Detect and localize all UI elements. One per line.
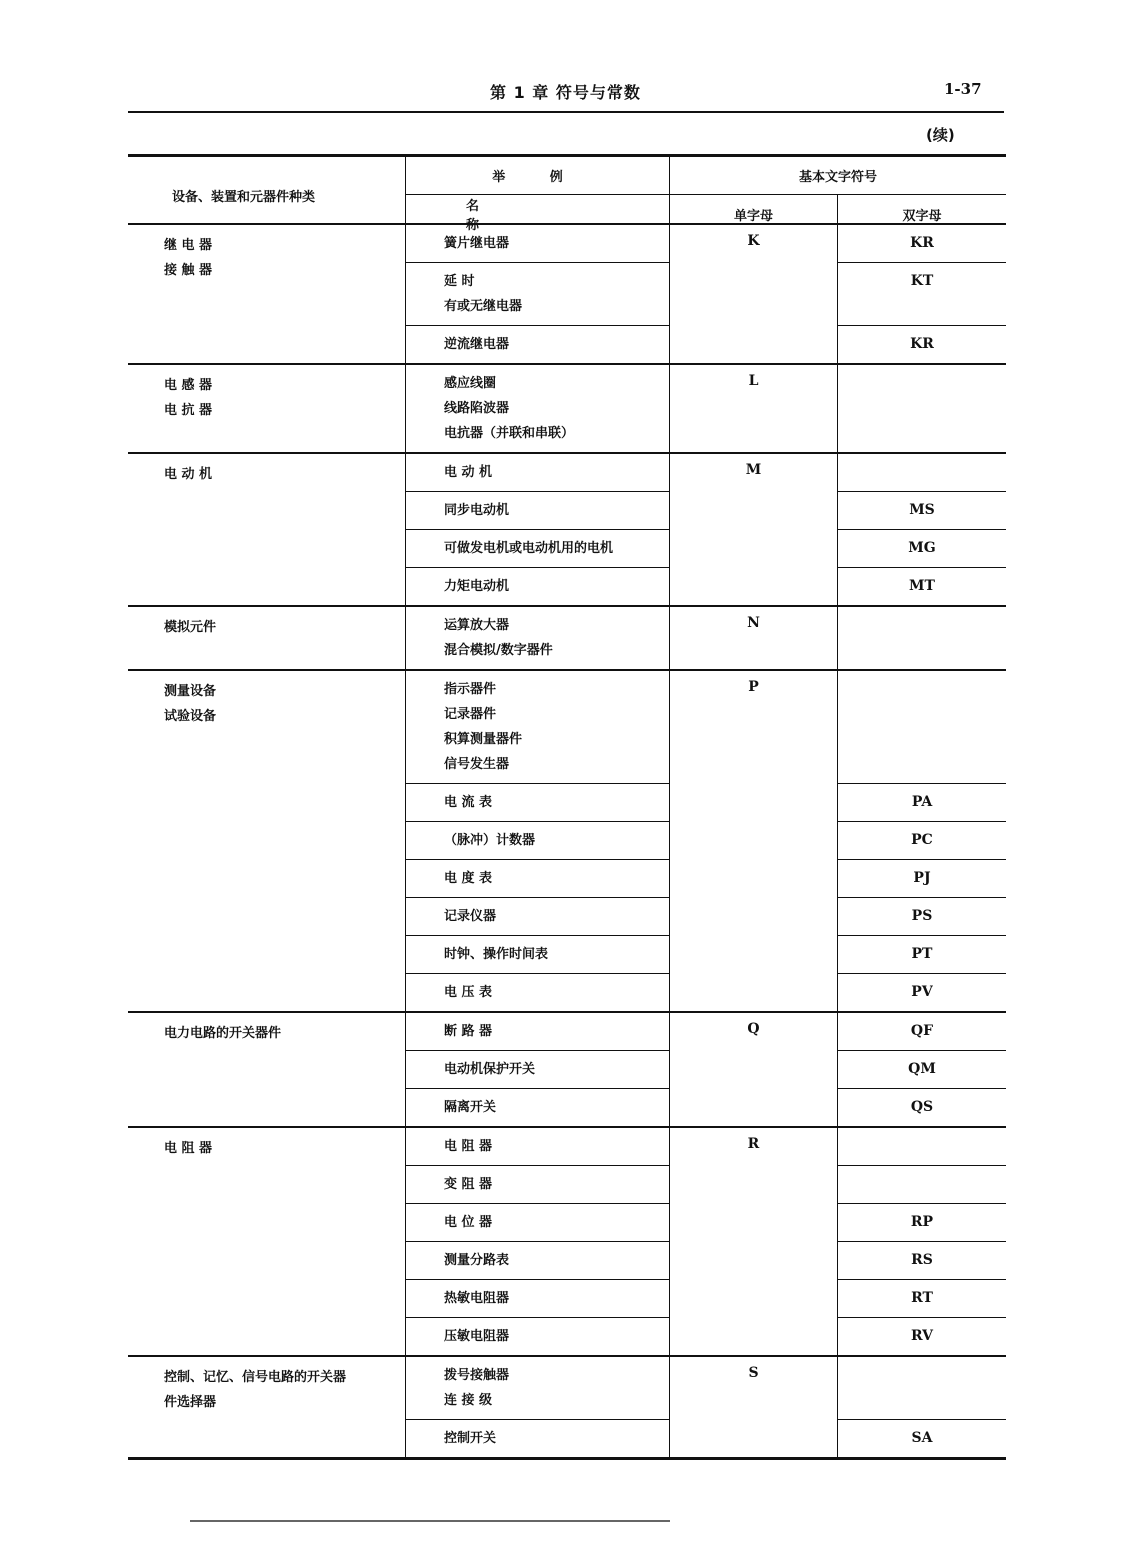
double-letter-cell: SA [911, 1430, 933, 1446]
double-letter-cell [838, 671, 1006, 784]
double-letter-cell: PJ [838, 860, 1006, 898]
category-cell [128, 365, 406, 452]
example-name-line: 电 阻 器 [444, 1139, 493, 1154]
double-letter-cell: PC [838, 822, 1006, 860]
example-name-cell [406, 1242, 669, 1280]
example-name-cell [406, 974, 669, 1011]
example-name-line: 压敏电阻器 [444, 1329, 510, 1344]
example-name-line: 变 阻 器 [444, 1177, 493, 1192]
category-line: 电 抗 器 [164, 403, 213, 418]
example-name-cell [406, 1089, 669, 1126]
example-name-line: 有或无继电器 [444, 299, 523, 314]
category-cell [128, 225, 406, 363]
example-name-line: 热敏电阻器 [444, 1291, 510, 1306]
category-line: 电 感 器 [164, 378, 213, 393]
header-single-letter: 单字母 [670, 195, 838, 233]
header-category: 设备、装置和元器件种类 [128, 157, 406, 233]
example-name-line: 逆流继电器 [444, 337, 510, 352]
single-letter-cell: N [670, 607, 838, 669]
double-letter-cell: QM [838, 1051, 1006, 1089]
example-name-cell [406, 326, 669, 363]
example-name-line: 运算放大器 [444, 618, 510, 633]
page-number: 1-37 [944, 80, 982, 98]
double-letter-cell: RP [838, 1204, 1006, 1242]
example-name-cell [406, 530, 669, 568]
names-column [406, 454, 670, 605]
header-symbol [670, 157, 1006, 233]
example-name-cell [406, 607, 669, 669]
double-letter-cell [838, 607, 1006, 669]
table-group [128, 1013, 1006, 1128]
double-letter-cell [838, 454, 1006, 492]
double-letter-cell: MT [909, 578, 935, 594]
single-letter-cell: S [670, 1357, 838, 1457]
example-name-line: 断 路 器 [444, 1024, 493, 1039]
double-letter-cell: QF [838, 1013, 1006, 1051]
example-name-line: 控制开关 [444, 1431, 497, 1446]
example-name-cell [406, 454, 669, 492]
example-name-cell [406, 671, 669, 784]
example-name-line: 同步电动机 [444, 503, 510, 518]
header-example-label: 举 例 [492, 170, 583, 185]
double-letter-cell [838, 1166, 1006, 1204]
example-name-line: 混合模拟/数字器件 [444, 643, 553, 658]
double-letter-column [838, 225, 1006, 363]
category-cell [128, 1013, 406, 1126]
example-name-cell [406, 225, 669, 263]
table-group [128, 454, 1006, 607]
example-name-cell [406, 784, 669, 822]
example-name-line: 力矩电动机 [444, 579, 510, 594]
double-letter-cell: KT [838, 263, 1006, 326]
header-example [406, 157, 670, 233]
double-letter-column [838, 671, 1006, 1011]
single-letter-cell: P [670, 671, 838, 1011]
double-letter-cell [838, 1128, 1006, 1166]
example-name-line: 电 流 表 [444, 795, 493, 810]
double-letter-column [838, 1128, 1006, 1355]
double-letter-cell [838, 365, 1006, 452]
double-letter-cell: PV [911, 984, 933, 1000]
names-column [406, 1128, 670, 1355]
example-name-line: 簧片继电器 [444, 236, 510, 251]
header-rule [128, 111, 1004, 113]
example-name-cell [406, 1128, 669, 1166]
example-name-line: 指示器件 [444, 682, 497, 697]
category-line: 测量设备 [164, 684, 217, 699]
example-name-cell [406, 1318, 669, 1355]
double-letter-cell: RS [838, 1242, 1006, 1280]
double-letter-cell: QS [910, 1099, 934, 1115]
example-name-cell [406, 1166, 669, 1204]
category-line: 电力电路的开关器件 [164, 1026, 282, 1041]
double-letter-cell: MG [838, 530, 1006, 568]
double-letter-cell: PS [838, 898, 1006, 936]
double-letter-cell: KR [838, 225, 1006, 263]
category-cell [128, 1357, 406, 1457]
double-letter-cell [838, 1357, 1006, 1420]
example-name-line: 积算测量器件 [444, 732, 523, 747]
example-name-cell [406, 1013, 669, 1051]
chapter-title: 第 1 章 符号与常数 [490, 83, 641, 102]
category-line: 试验设备 [164, 709, 217, 724]
example-name-cell [406, 898, 669, 936]
double-letter-column [838, 1357, 1006, 1457]
example-name-line: 电 动 机 [444, 465, 493, 480]
example-name-line: 记录器件 [444, 707, 497, 722]
category-cell [128, 1128, 406, 1355]
example-name-cell [406, 492, 669, 530]
continued-label: (续) [926, 126, 955, 144]
table-group [128, 671, 1006, 1013]
double-letter-cell: RT [838, 1280, 1006, 1318]
single-letter-cell: Q [670, 1013, 838, 1126]
double-letter-cell: RV [911, 1328, 933, 1344]
table-header [128, 157, 1006, 233]
double-letter-column [838, 1013, 1006, 1126]
example-name-line: 电动机保护开关 [444, 1062, 536, 1077]
table-group [128, 1128, 1006, 1357]
example-name-cell [406, 568, 669, 605]
example-name-line: 线路陷波器 [444, 401, 510, 416]
category-cell [128, 671, 406, 1011]
example-name-line: （脉冲）计数器 [444, 833, 536, 848]
example-name-cell [406, 860, 669, 898]
example-name-cell [406, 365, 669, 452]
table-body [128, 225, 1006, 1457]
category-line: 控制、记忆、信号电路的开关器 [164, 1370, 347, 1385]
header-symbol-label: 基本文字符号 [670, 157, 1006, 195]
names-column [406, 365, 670, 452]
example-name-line: 延 时 [444, 274, 475, 289]
single-letter-cell: K [670, 225, 838, 363]
header-name-label: 名 称 [466, 199, 540, 233]
names-column [406, 607, 670, 669]
example-name-line: 拨号接触器 [444, 1368, 510, 1383]
symbol-table [128, 154, 1006, 1460]
double-letter-cell: PT [838, 936, 1006, 974]
example-name-cell [406, 1204, 669, 1242]
category-line: 电 动 机 [164, 467, 213, 482]
example-name-line: 电 度 表 [444, 871, 493, 886]
example-name-line: 测量分路表 [444, 1253, 510, 1268]
category-cell [128, 607, 406, 669]
category-line: 件选择器 [164, 1395, 217, 1410]
single-letter-cell: M [670, 454, 838, 605]
example-name-line: 连 接 级 [444, 1393, 493, 1408]
example-name-cell [406, 1051, 669, 1089]
example-name-line: 可做发电机或电动机用的电机 [444, 541, 614, 556]
double-letter-column [838, 454, 1006, 605]
example-name-cell [406, 263, 669, 326]
category-line: 继 电 器 [164, 238, 213, 253]
single-letter-cell: R [670, 1128, 838, 1355]
names-column [406, 1013, 670, 1126]
double-letter-column [838, 365, 1006, 452]
table-group [128, 225, 1006, 365]
example-name-cell [406, 936, 669, 974]
example-name-line: 电 压 表 [444, 985, 493, 1000]
table-group [128, 607, 1006, 671]
example-name-cell [406, 1420, 669, 1457]
table-group [128, 1357, 1006, 1457]
double-letter-cell: MS [838, 492, 1006, 530]
example-name-line: 记录仪器 [444, 909, 497, 924]
example-name-line: 隔离开关 [444, 1100, 497, 1115]
page-bottom-rule [190, 1520, 670, 1522]
example-name-line: 时钟、操作时间表 [444, 947, 549, 962]
single-letter-cell: L [670, 365, 838, 452]
names-column [406, 1357, 670, 1457]
category-line: 接 触 器 [164, 263, 213, 278]
table-group [128, 365, 1006, 454]
header-double-letter: 双字母 [902, 208, 942, 224]
double-letter-column [838, 607, 1006, 669]
names-column [406, 225, 670, 363]
category-line: 电 阻 器 [164, 1141, 213, 1156]
category-line: 模拟元件 [164, 620, 217, 635]
example-name-cell [406, 1357, 669, 1420]
category-cell [128, 454, 406, 605]
example-name-cell [406, 1280, 669, 1318]
names-column [406, 671, 670, 1011]
double-letter-cell: PA [838, 784, 1006, 822]
example-name-cell [406, 822, 669, 860]
example-name-line: 信号发生器 [444, 757, 510, 772]
example-name-line: 电抗器（并联和串联） [444, 426, 575, 441]
double-letter-cell: KR [910, 336, 934, 352]
example-name-line: 电 位 器 [444, 1215, 493, 1230]
example-name-line: 感应线圈 [444, 376, 497, 391]
